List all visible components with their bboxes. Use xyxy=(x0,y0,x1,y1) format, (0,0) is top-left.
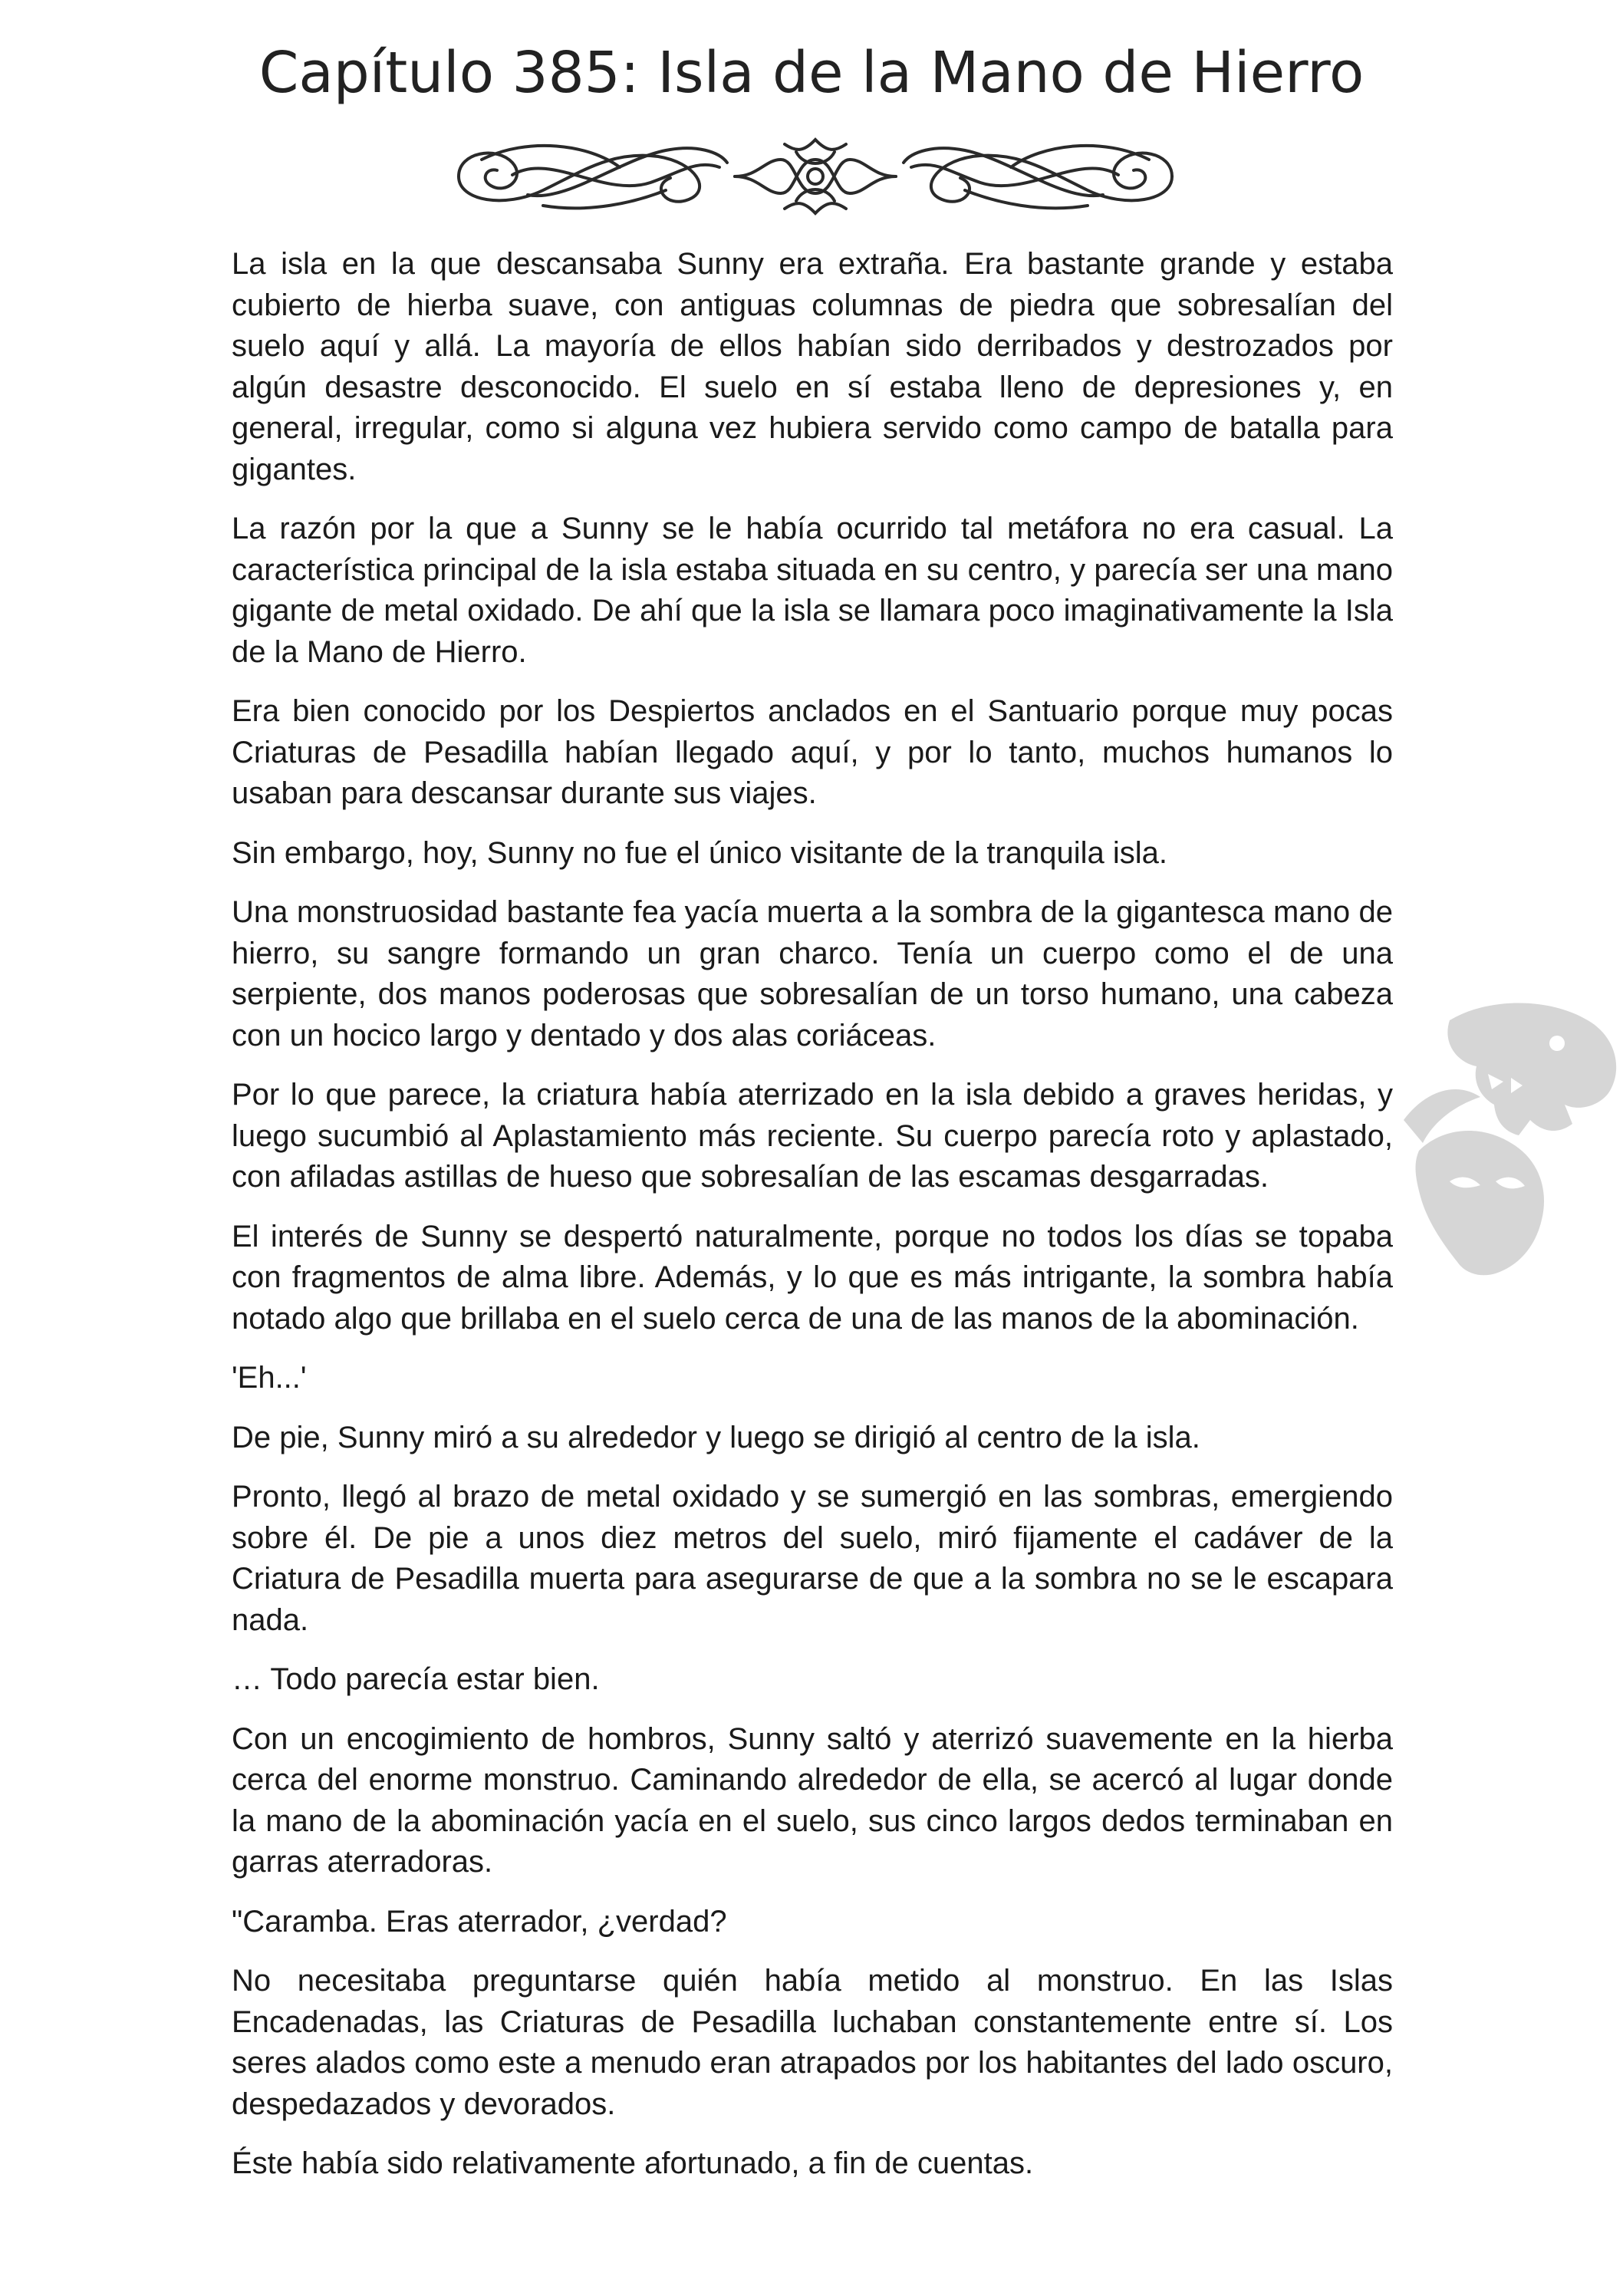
paragraph: El interés de Sunny se despertó naturalmente, porque no todos los días se topaba con fragmentos de alma libre. Además, y lo que es más intrigante, la sombra había notado algo que brillaba en el suelo cerca de una de las manos de la abominación. xyxy=(232,1219,1393,1336)
chapter-body xyxy=(232,244,1393,2203)
dinosaur-wolf-watermark-icon xyxy=(1396,990,1623,1296)
paragraph: De pie, Sunny miró a su alrededor y luego se dirigió al centro de la isla. xyxy=(232,1420,1200,1454)
paragraph: Por lo que parece, la criatura había aterrizado en la isla debido a graves heridas, y luego sucumbió al Aplastamiento más reciente. Su cuerpo parecía roto y aplastado, con afiladas astillas de hueso que sobresalían de las escamas desgarradas. xyxy=(232,1078,1393,1194)
paragraph: La isla en la que descansaba Sunny era extraña. Era bastante grande y estaba cubierto de hierba suave, con antiguas columnas de piedra que sobresalían del suelo aquí y allá. La mayoría de ellos habían sido derribados y destrozados por algún desastre desconocido. El suelo en sí estaba lleno de depresiones y, en general, irregular, como si alguna vez hubiera servido como campo de batalla para gigantes. xyxy=(232,247,1393,486)
paragraph: No necesitaba preguntarse quién había metido al monstruo. En las Islas Encadenadas, las Criaturas de Pesadilla luchaban constantemente entre sí. Los seres alados como este a menudo eran atrapados por los habitantes del lado oscuro, despedazados y devorados. xyxy=(232,1964,1393,2121)
flourish-divider-icon xyxy=(436,129,1195,222)
paragraph: Con un encogimiento de hombros, Sunny saltó y aterrizó suavemente en la hierba cerca del enorme monstruo. Caminando alrededor de ella, se acercó al lugar donde la mano de la abominación yacía en el suelo, sus cinco largos dedos terminaban en garras aterradoras. xyxy=(232,1721,1393,1879)
chapter-title: Capítulo 385: Isla de la Mano de Hierro xyxy=(258,40,1365,106)
paragraph: Una monstruosidad bastante fea yacía muerta a la sombra de la gigantesca mano de hierro, su sangre formando un gran charco. Tenía un cuerpo como el de una serpiente, dos manos poderosas que sobresalían de un torso humano, una cabeza con un hocico largo y dentado y dos alas coriáceas. xyxy=(232,895,1393,1052)
paragraph: Éste había sido relativamente afortunado, a fin de cuentas. xyxy=(232,2146,1034,2180)
paragraph: Sin embargo, hoy, Sunny no fue el único visitante de la tranquila isla. xyxy=(232,835,1167,870)
paragraph: Pronto, llegó al brazo de metal oxidado y se sumergió en las sombras, emergiendo sobre él. De pie a unos diez metros del suelo, miró fijamente el cadáver de la Criatura de Pesadilla muerta para asegurarse de que a la sombra no se le escapara nada. xyxy=(232,1480,1393,1637)
paragraph: 'Eh...' xyxy=(232,1361,307,1395)
paragraph: La razón por la que a Sunny se le había ocurrido tal metáfora no era casual. La característica principal de la isla estaba situada en su centro, y parecía ser una mano gigante de metal oxidado. De ahí que la isla se llamara poco imaginativamente la Isla de la Mano de Hierro. xyxy=(232,512,1393,669)
paragraph: "Caramba. Eras aterrador, ¿verdad? xyxy=(232,1904,727,1939)
paragraph: Era bien conocido por los Despiertos anclados en el Santuario porque muy pocas Criaturas de Pesadilla habían llegado aquí, y por lo tanto, muchos humanos lo usaban para descansar durante sus viajes. xyxy=(232,694,1393,810)
paragraph: … Todo parecía estar bien. xyxy=(232,1662,600,1696)
